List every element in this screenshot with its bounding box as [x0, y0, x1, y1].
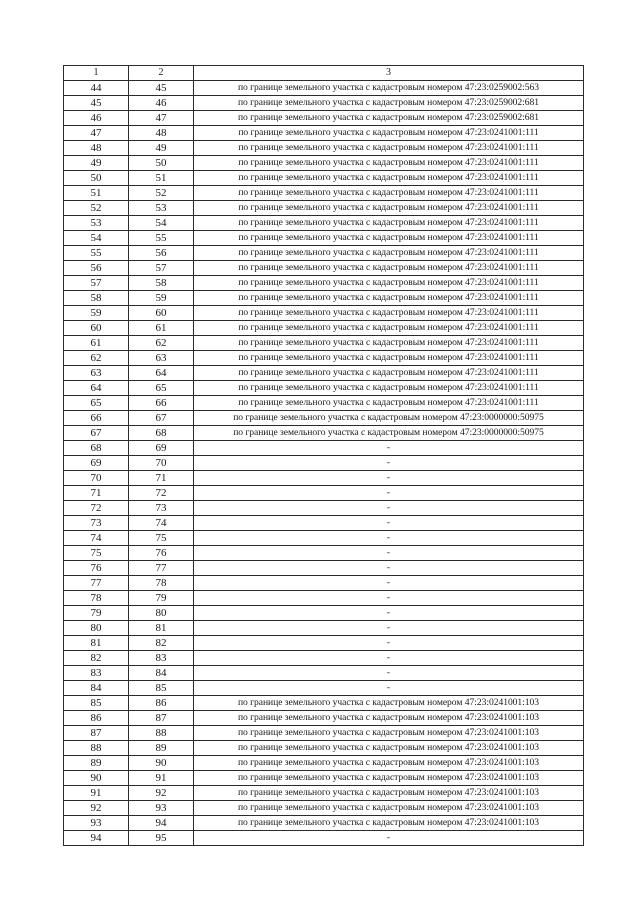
to-point-cell: 45 [129, 81, 194, 96]
description-cell: по границе земельного участка с кадастровым номером 47:23:0241001:111 [194, 201, 584, 216]
to-point-cell: 79 [129, 591, 194, 606]
description-cell: - [194, 471, 584, 486]
from-point-cell: 71 [64, 486, 129, 501]
table-row [64, 351, 584, 366]
description-cell: по границе земельного участка с кадастровым номером 47:23:0000000:50975 [194, 411, 584, 426]
to-point-cell: 70 [129, 456, 194, 471]
to-point-cell: 50 [129, 156, 194, 171]
to-point-cell: 49 [129, 141, 194, 156]
description-cell: по границе земельного участка с кадастровым номером 47:23:0241001:111 [194, 216, 584, 231]
table-row [64, 696, 584, 711]
to-point-cell: 54 [129, 216, 194, 231]
description-cell: - [194, 561, 584, 576]
description-cell: - [194, 486, 584, 501]
to-point-cell: 88 [129, 726, 194, 741]
description-cell: - [194, 621, 584, 636]
from-point-cell: 64 [64, 381, 129, 396]
from-point-cell: 87 [64, 726, 129, 741]
to-point-cell: 67 [129, 411, 194, 426]
from-point-cell: 50 [64, 171, 129, 186]
table-row [64, 711, 584, 726]
to-point-cell: 87 [129, 711, 194, 726]
from-point-cell: 77 [64, 576, 129, 591]
from-point-cell: 85 [64, 696, 129, 711]
to-point-cell: 68 [129, 426, 194, 441]
to-point-cell: 57 [129, 261, 194, 276]
to-point-cell: 60 [129, 306, 194, 321]
from-point-cell: 45 [64, 96, 129, 111]
description-cell: - [194, 606, 584, 621]
from-point-cell: 56 [64, 261, 129, 276]
description-cell: - [194, 441, 584, 456]
description-cell: по границе земельного участка с кадастровым номером 47:23:0241001:111 [194, 351, 584, 366]
description-cell: по границе земельного участка с кадастровым номером 47:23:0241001:111 [194, 246, 584, 261]
table-row [64, 546, 584, 561]
from-point-cell: 65 [64, 396, 129, 411]
to-point-cell: 93 [129, 801, 194, 816]
from-point-cell: 72 [64, 501, 129, 516]
description-cell: по границе земельного участка с кадастровым номером 47:23:0000000:50975 [194, 426, 584, 441]
from-point-cell: 46 [64, 111, 129, 126]
table-row [64, 741, 584, 756]
to-point-cell: 62 [129, 336, 194, 351]
description-cell: по границе земельного участка с кадастровым номером 47:23:0259002:681 [194, 111, 584, 126]
description-cell: - [194, 591, 584, 606]
from-point-cell: 59 [64, 306, 129, 321]
description-cell: - [194, 576, 584, 591]
from-point-cell: 83 [64, 666, 129, 681]
table-row [64, 666, 584, 681]
description-cell: по границе земельного участка с кадастровым номером 47:23:0241001:111 [194, 276, 584, 291]
from-point-cell: 94 [64, 831, 129, 846]
to-point-cell: 91 [129, 771, 194, 786]
table-row [64, 636, 584, 651]
description-cell: по границе земельного участка с кадастровым номером 47:23:0241001:111 [194, 291, 584, 306]
from-point-cell: 79 [64, 606, 129, 621]
from-point-cell: 47 [64, 126, 129, 141]
description-cell: по границе земельного участка с кадастровым номером 47:23:0259002:563 [194, 81, 584, 96]
to-point-cell: 64 [129, 366, 194, 381]
table-row [64, 591, 584, 606]
from-point-cell: 69 [64, 456, 129, 471]
table-row [64, 141, 584, 156]
table-row [64, 306, 584, 321]
description-cell: - [194, 666, 584, 681]
to-point-cell: 75 [129, 531, 194, 546]
table-row [64, 816, 584, 831]
header-cell-3: 3 [194, 66, 584, 81]
to-point-cell: 58 [129, 276, 194, 291]
from-point-cell: 49 [64, 156, 129, 171]
table-row [64, 621, 584, 636]
from-point-cell: 82 [64, 651, 129, 666]
from-point-cell: 81 [64, 636, 129, 651]
table-row [64, 426, 584, 441]
table-row [64, 771, 584, 786]
table-row [64, 246, 584, 261]
table-row [64, 396, 584, 411]
table-row [64, 261, 584, 276]
table-row [64, 216, 584, 231]
to-point-cell: 73 [129, 501, 194, 516]
table-row [64, 321, 584, 336]
description-cell: - [194, 456, 584, 471]
description-cell: по границе земельного участка с кадастровым номером 47:23:0241001:111 [194, 396, 584, 411]
description-cell: по границе земельного участка с кадастровым номером 47:23:0241001:111 [194, 321, 584, 336]
table-row [64, 786, 584, 801]
description-cell: - [194, 531, 584, 546]
description-cell: по границе земельного участка с кадастровым номером 47:23:0241001:111 [194, 261, 584, 276]
table-row [64, 126, 584, 141]
description-cell: по границе земельного участка с кадастровым номером 47:23:0241001:111 [194, 171, 584, 186]
to-point-cell: 83 [129, 651, 194, 666]
description-cell: по границе земельного участка с кадастровым номером 47:23:0241001:111 [194, 381, 584, 396]
table-row [64, 681, 584, 696]
to-point-cell: 84 [129, 666, 194, 681]
from-point-cell: 55 [64, 246, 129, 261]
table-row [64, 756, 584, 771]
to-point-cell: 72 [129, 486, 194, 501]
description-cell: по границе земельного участка с кадастровым номером 47:23:0241001:103 [194, 801, 584, 816]
table-row [64, 651, 584, 666]
table-row [64, 456, 584, 471]
to-point-cell: 59 [129, 291, 194, 306]
from-point-cell: 52 [64, 201, 129, 216]
description-cell: по границе земельного участка с кадастровым номером 47:23:0241001:103 [194, 756, 584, 771]
from-point-cell: 93 [64, 816, 129, 831]
description-cell: по границе земельного участка с кадастровым номером 47:23:0241001:103 [194, 786, 584, 801]
description-cell: по границе земельного участка с кадастровым номером 47:23:0241001:111 [194, 156, 584, 171]
table-row [64, 381, 584, 396]
from-point-cell: 58 [64, 291, 129, 306]
from-point-cell: 74 [64, 531, 129, 546]
table-row [64, 471, 584, 486]
description-cell: - [194, 636, 584, 651]
from-point-cell: 54 [64, 231, 129, 246]
to-point-cell: 46 [129, 96, 194, 111]
to-point-cell: 63 [129, 351, 194, 366]
to-point-cell: 77 [129, 561, 194, 576]
table-row [64, 186, 584, 201]
from-point-cell: 44 [64, 81, 129, 96]
from-point-cell: 88 [64, 741, 129, 756]
table-row [64, 111, 584, 126]
table-row [64, 501, 584, 516]
header-cell-2: 2 [129, 66, 194, 81]
from-point-cell: 57 [64, 276, 129, 291]
table-row [64, 441, 584, 456]
from-point-cell: 92 [64, 801, 129, 816]
table-row [64, 96, 584, 111]
to-point-cell: 53 [129, 201, 194, 216]
to-point-cell: 90 [129, 756, 194, 771]
from-point-cell: 60 [64, 321, 129, 336]
table-row [64, 336, 584, 351]
table-row [64, 231, 584, 246]
table-row [64, 81, 584, 96]
to-point-cell: 55 [129, 231, 194, 246]
table-row [64, 486, 584, 501]
to-point-cell: 76 [129, 546, 194, 561]
to-point-cell: 51 [129, 171, 194, 186]
description-cell: по границе земельного участка с кадастровым номером 47:23:0241001:103 [194, 726, 584, 741]
to-point-cell: 65 [129, 381, 194, 396]
to-point-cell: 48 [129, 126, 194, 141]
to-point-cell: 66 [129, 396, 194, 411]
description-cell: по границе земельного участка с кадастровым номером 47:23:0241001:111 [194, 366, 584, 381]
description-cell: по границе земельного участка с кадастровым номером 47:23:0241001:103 [194, 711, 584, 726]
to-point-cell: 95 [129, 831, 194, 846]
from-point-cell: 78 [64, 591, 129, 606]
table-header-row [64, 66, 584, 81]
to-point-cell: 61 [129, 321, 194, 336]
from-point-cell: 51 [64, 186, 129, 201]
to-point-cell: 94 [129, 816, 194, 831]
table-row [64, 201, 584, 216]
description-cell: по границе земельного участка с кадастровым номером 47:23:0241001:103 [194, 696, 584, 711]
from-point-cell: 84 [64, 681, 129, 696]
from-point-cell: 76 [64, 561, 129, 576]
from-point-cell: 63 [64, 366, 129, 381]
description-cell: по границе земельного участка с кадастровым номером 47:23:0241001:103 [194, 741, 584, 756]
to-point-cell: 47 [129, 111, 194, 126]
from-point-cell: 68 [64, 441, 129, 456]
table-row [64, 156, 584, 171]
table-row [64, 831, 584, 846]
table-row [64, 291, 584, 306]
from-point-cell: 80 [64, 621, 129, 636]
description-cell: по границе земельного участка с кадастровым номером 47:23:0241001:111 [194, 231, 584, 246]
from-point-cell: 86 [64, 711, 129, 726]
to-point-cell: 74 [129, 516, 194, 531]
to-point-cell: 89 [129, 741, 194, 756]
to-point-cell: 82 [129, 636, 194, 651]
description-cell: по границе земельного участка с кадастровым номером 47:23:0241001:111 [194, 186, 584, 201]
table-body [64, 66, 584, 846]
from-point-cell: 89 [64, 756, 129, 771]
table-row [64, 516, 584, 531]
boundary-description-table [63, 65, 584, 846]
from-point-cell: 73 [64, 516, 129, 531]
to-point-cell: 80 [129, 606, 194, 621]
description-cell: по границе земельного участка с кадастровым номером 47:23:0241001:111 [194, 126, 584, 141]
description-cell: по границе земельного участка с кадастровым номером 47:23:0259002:681 [194, 96, 584, 111]
to-point-cell: 71 [129, 471, 194, 486]
table-row [64, 561, 584, 576]
table-row [64, 366, 584, 381]
from-point-cell: 62 [64, 351, 129, 366]
from-point-cell: 53 [64, 216, 129, 231]
description-cell: по границе земельного участка с кадастровым номером 47:23:0241001:111 [194, 336, 584, 351]
description-cell: - [194, 681, 584, 696]
to-point-cell: 52 [129, 186, 194, 201]
description-cell: по границе земельного участка с кадастровым номером 47:23:0241001:103 [194, 771, 584, 786]
to-point-cell: 78 [129, 576, 194, 591]
from-point-cell: 66 [64, 411, 129, 426]
table-row [64, 531, 584, 546]
table-row [64, 411, 584, 426]
table-row [64, 276, 584, 291]
from-point-cell: 48 [64, 141, 129, 156]
from-point-cell: 67 [64, 426, 129, 441]
table-row [64, 171, 584, 186]
description-cell: по границе земельного участка с кадастровым номером 47:23:0241001:103 [194, 816, 584, 831]
to-point-cell: 69 [129, 441, 194, 456]
table-row [64, 576, 584, 591]
from-point-cell: 90 [64, 771, 129, 786]
from-point-cell: 75 [64, 546, 129, 561]
description-cell: - [194, 651, 584, 666]
to-point-cell: 56 [129, 246, 194, 261]
header-cell-1: 1 [64, 66, 129, 81]
description-cell: - [194, 546, 584, 561]
from-point-cell: 70 [64, 471, 129, 486]
to-point-cell: 92 [129, 786, 194, 801]
description-cell: - [194, 831, 584, 846]
to-point-cell: 86 [129, 696, 194, 711]
table-row [64, 606, 584, 621]
description-cell: - [194, 516, 584, 531]
from-point-cell: 61 [64, 336, 129, 351]
to-point-cell: 81 [129, 621, 194, 636]
description-cell: по границе земельного участка с кадастровым номером 47:23:0241001:111 [194, 306, 584, 321]
to-point-cell: 85 [129, 681, 194, 696]
table-row [64, 801, 584, 816]
description-cell: - [194, 501, 584, 516]
from-point-cell: 91 [64, 786, 129, 801]
description-cell: по границе земельного участка с кадастровым номером 47:23:0241001:111 [194, 141, 584, 156]
table-row [64, 726, 584, 741]
